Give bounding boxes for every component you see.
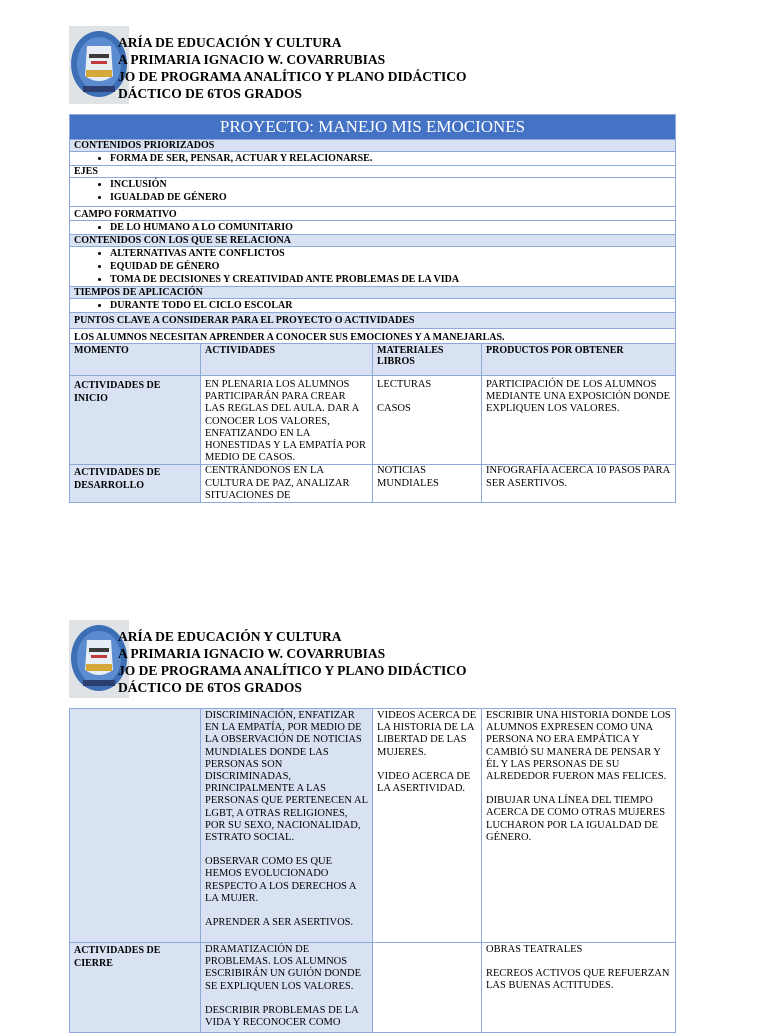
inicio-materiales-1: LECTURAS bbox=[377, 379, 432, 390]
list-item: • EQUIDAD DE GÉNERO bbox=[110, 260, 671, 273]
desarrollo-productos: INFOGRAFÍA ACERCA 10 PASOS PARA SER ASERTIVOS. bbox=[482, 465, 676, 503]
table-header-row bbox=[70, 344, 676, 376]
document-header bbox=[118, 628, 467, 696]
header-line-3: JO DE PROGRAMA ANALÍTICO Y PLANO DIDÁCTICO bbox=[118, 663, 467, 678]
document-header bbox=[118, 34, 467, 102]
header-line-2: A PRIMARIA IGNACIO W. COVARRUBIAS bbox=[118, 52, 386, 67]
list-item: • DE LO HUMANO A LO COMUNITARIO bbox=[110, 221, 671, 234]
puntos-text: LOS ALUMNOS NECESITAN APRENDER A CONOCER SUS EMOCIONES Y A MANEJARLAS. bbox=[70, 329, 676, 344]
contenidos-list bbox=[74, 152, 671, 165]
document-page-2 bbox=[0, 594, 768, 1029]
relaciona-label: CONTENIDOS CON LOS QUE SE RELACIONA bbox=[70, 235, 676, 247]
desarrollo-momento-continued bbox=[70, 709, 201, 943]
desarrollo-actividades-continued bbox=[201, 709, 373, 943]
col-momento: MOMENTO bbox=[70, 344, 201, 376]
desarrollo-actividades: CENTRÁNDONOS EN LA CULTURA DE PAZ, ANALIZAR SITUACIONES DE bbox=[201, 465, 373, 503]
ejes-list-cell bbox=[70, 178, 676, 207]
list-item: • FORMA DE SER, PENSAR, ACTUAR Y RELACIONARSE. bbox=[110, 152, 671, 165]
desarrollo-actividades-1: DISCRIMINACIÓN, ENFATIZAR EN LA EMPATÍA, POR MEDIO DE LA OBSERVACIÓN DE NOTICIAS MUNDIALES DONDE LAS PERSONAS SON DISCRIMINADAS, PRINCIPALMENTE A LAS PERSONAS QUE PERTENECEN AL LGBT, A OTRAS RELIGIONES, POR SU SEXO, NACIONALIDAD, ESTRATO SOCIAL. bbox=[205, 710, 368, 844]
inicio-actividades: EN PLENARIA LOS ALUMNOS PARTICIPARÁN PARA CREAR LAS REGLAS DEL AULA. DAR A CONOCER LOS VALORES, ENFATIZANDO EN LA HONESTIDAS Y LA EMPATÍA POR MEDIO DE CASOS. bbox=[201, 376, 373, 465]
desarrollo-momento: ACTIVIDADES DE DESARROLLO bbox=[70, 465, 201, 503]
cierre-actividades bbox=[201, 943, 373, 1033]
inicio-momento: ACTIVIDADES DE INICIO bbox=[70, 376, 201, 465]
cierre-materiales bbox=[373, 943, 482, 1033]
ejes-list bbox=[74, 178, 671, 204]
list-item: • IGUALDAD DE GÉNERO bbox=[110, 191, 671, 204]
tiempos-list-cell bbox=[70, 299, 676, 313]
project-title: PROYECTO: MANEJO MIS EMOCIONES bbox=[70, 115, 676, 140]
ejes-label: EJES bbox=[70, 166, 676, 178]
header-line-4: DÁCTICO DE 6TOS GRADOS bbox=[118, 86, 302, 101]
header-line-4: DÁCTICO DE 6TOS GRADOS bbox=[118, 680, 302, 695]
inicio-materiales-2: CASOS bbox=[377, 403, 411, 415]
table-row bbox=[70, 709, 676, 943]
contenidos-label: CONTENIDOS PRIORIZADOS bbox=[70, 140, 676, 152]
desarrollo-actividades-2: OBSERVAR COMO ES QUE HEMOS EVOLUCIONADO RESPECTO A LOS DERECHOS A LA MUJER. bbox=[205, 856, 356, 904]
cierre-productos-1: OBRAS TEATRALES bbox=[486, 944, 583, 955]
planning-table bbox=[69, 114, 676, 503]
header-line-2: A PRIMARIA IGNACIO W. COVARRUBIAS bbox=[118, 646, 386, 661]
list-item: • INCLUSIÓN bbox=[110, 178, 671, 191]
relaciona-list bbox=[74, 247, 671, 286]
table-row bbox=[70, 465, 676, 503]
desarrollo-productos-1: ESCRIBIR UNA HISTORIA DONDE LOS ALUMNOS EXPRESEN COMO UNA PERSONA NO ERA EMPÁTICA Y CAMBIÓ SU MANERA DE PENSAR Y ÉL Y LAS PERSONAS DE SU ALREDEDOR FUERON MAS FELICES. bbox=[486, 710, 671, 783]
desarrollo-materiales-continued bbox=[373, 709, 482, 943]
cierre-actividades-1: DRAMATIZACIÓN DE PROBLEMAS. LOS ALUMNOS ESCRIBIRÁN UN GUIÓN DONDE SE EXPLIQUEN LOS VALORES. bbox=[205, 944, 362, 992]
col-productos: PRODUCTOS POR OBTENER bbox=[482, 344, 676, 376]
tiempos-label: TIEMPOS DE APLICACIÓN bbox=[70, 287, 676, 299]
campo-label: CAMPO FORMATIVO bbox=[70, 207, 676, 221]
table-row bbox=[70, 376, 676, 465]
desarrollo-actividades-3: APRENDER A SER ASERTIVOS. bbox=[205, 917, 354, 929]
tiempos-list bbox=[74, 299, 671, 312]
header-line-1: ARÍA DE EDUCACIÓN Y CULTURA bbox=[118, 35, 342, 50]
table-row bbox=[70, 943, 676, 1033]
col-materiales: MATERIALES LIBROS bbox=[373, 344, 482, 376]
campo-list bbox=[74, 221, 671, 234]
header-line-3: JO DE PROGRAMA ANALÍTICO Y PLANO DIDÁCTICO bbox=[118, 69, 467, 84]
desarrollo-materiales: NOTICIAS MUNDIALES bbox=[373, 465, 482, 503]
inicio-materiales bbox=[373, 376, 482, 465]
cierre-productos bbox=[482, 943, 676, 1033]
desarrollo-productos-continued bbox=[482, 709, 676, 943]
puntos-label: PUNTOS CLAVE A CONSIDERAR PARA EL PROYECTO O ACTIVIDADES bbox=[70, 313, 676, 329]
list-item: • TOMA DE DECISIONES Y CREATIVIDAD ANTE PROBLEMAS DE LA VIDA bbox=[110, 273, 671, 286]
header-line-1: ARÍA DE EDUCACIÓN Y CULTURA bbox=[118, 629, 342, 644]
list-item: • ALTERNATIVAS ANTE CONFLICTOS bbox=[110, 247, 671, 260]
relaciona-list-cell bbox=[70, 247, 676, 287]
cierre-productos-2: RECREOS ACTIVOS QUE REFUERZAN LAS BUENAS ACTITUDES. bbox=[486, 968, 670, 992]
col-actividades: ACTIVIDADES bbox=[201, 344, 373, 376]
cierre-momento: ACTIVIDADES DE CIERRE bbox=[70, 943, 201, 1033]
planning-table-continued bbox=[69, 708, 676, 1033]
desarrollo-materiales-1: VIDEOS ACERCA DE LA HISTORIA DE LA LIBERTAD DE LAS MUJERES. bbox=[377, 710, 477, 758]
inicio-productos: PARTICIPACIÓN DE LOS ALUMNOS MEDIANTE UNA EXPOSICIÓN DONDE EXPLIQUEN LOS VALORES. bbox=[482, 376, 676, 465]
campo-list-cell bbox=[70, 221, 676, 235]
desarrollo-productos-2: DIBUJAR UNA LÍNEA DEL TIEMPO ACERCA DE COMO OTRAS MUJERES LUCHARON POR LA IGUALDAD DE GÉNERO. bbox=[486, 795, 666, 843]
contenidos-list-cell bbox=[70, 152, 676, 166]
desarrollo-materiales-2: VIDEO ACERCA DE LA ASERTIVIDAD. bbox=[377, 770, 471, 795]
list-item: • DURANTE TODO EL CICLO ESCOLAR bbox=[110, 299, 671, 312]
cierre-actividades-2: DESCRIBIR PROBLEMAS DE LA VIDA Y RECONOCER COMO bbox=[205, 1004, 359, 1029]
